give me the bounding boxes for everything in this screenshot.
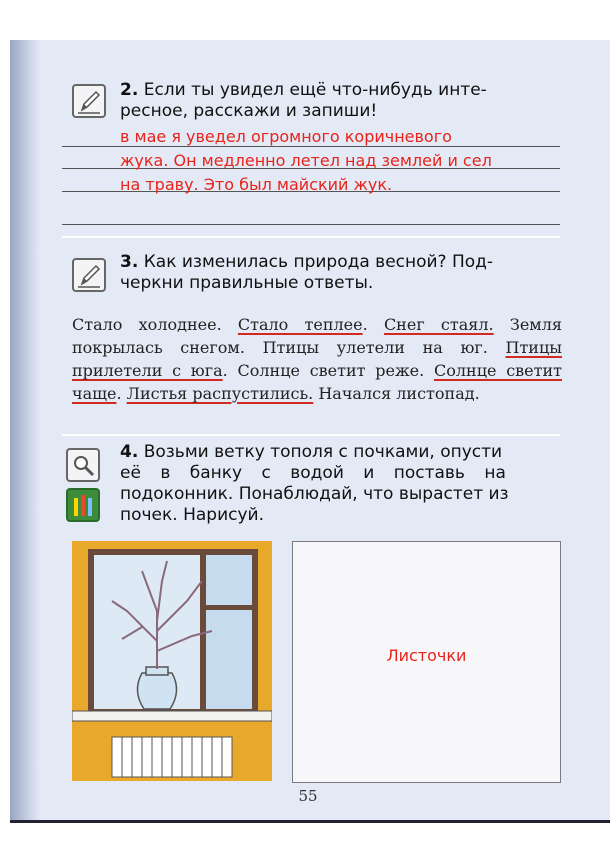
- task2-text-line1: Если ты увидел ещё что-нибудь инте-: [143, 80, 487, 100]
- task3-text-line2: черкни правильные ответы.: [120, 273, 374, 293]
- window-illustration: [72, 541, 272, 781]
- task4-text-line4: почек. Нарисуй.: [120, 505, 264, 525]
- section-divider: [62, 236, 560, 238]
- underlined-answer: Снег стаял.: [383, 315, 494, 334]
- task4-text-line3: подоконник. Понаблюдай, что вырастет из: [120, 484, 509, 504]
- statement-text: . Солнце светит реже.: [222, 361, 434, 380]
- underlined-answer: Солнце светит чаще: [72, 361, 562, 403]
- task3-statements: [72, 313, 562, 405]
- statement-text: .: [362, 315, 384, 334]
- task2-number: 2.: [120, 80, 139, 100]
- bottom-rule: [10, 820, 610, 823]
- book-spine: [10, 40, 40, 822]
- pencil-icon: [72, 84, 106, 118]
- task3-number: 3.: [120, 252, 139, 272]
- drawing-label: Листочки: [386, 646, 467, 665]
- task2-answer-line2: жука. Он медленно летел над землей и сел: [120, 151, 492, 170]
- pencils-icon: [66, 488, 100, 522]
- underlined-answer: Листья распустились.: [126, 384, 314, 403]
- task3-heading: [120, 252, 493, 294]
- underlined-answer: Птицы прилетели с юга: [72, 338, 562, 380]
- magnifier-icon: [66, 448, 100, 482]
- task4-text-line1: Возьми ветку тополя с почками, опусти: [143, 442, 503, 462]
- task4-text-line2: её в банку с водой и поставь на: [120, 463, 506, 483]
- task2-answer-line1: в мае я уведел огромного коричневого: [120, 127, 452, 146]
- task2-answer-line3: на траву. Это был майский жук.: [120, 175, 393, 194]
- statement-text: Начался листопад.: [313, 384, 480, 403]
- task4-number: 4.: [120, 442, 139, 462]
- task3-text-line1: Как изменилась природа весной? Под-: [143, 252, 494, 272]
- section-divider: [62, 434, 560, 436]
- page-number: 55: [298, 787, 318, 805]
- statement-text: .: [116, 384, 127, 403]
- task4-heading: [120, 442, 560, 526]
- task2-heading: [120, 80, 487, 122]
- drawing-box: [292, 541, 561, 783]
- pencil-icon: [72, 258, 106, 292]
- statement-text: Земля покрылась снегом. Птицы улетели на юг.: [72, 315, 562, 357]
- statement-text: Стало холоднее.: [72, 315, 238, 334]
- task2-text-line2: ресное, расскажи и запиши!: [120, 101, 378, 121]
- underlined-answer: Стало теплее: [237, 315, 363, 334]
- branch-in-jar-image: [72, 541, 272, 781]
